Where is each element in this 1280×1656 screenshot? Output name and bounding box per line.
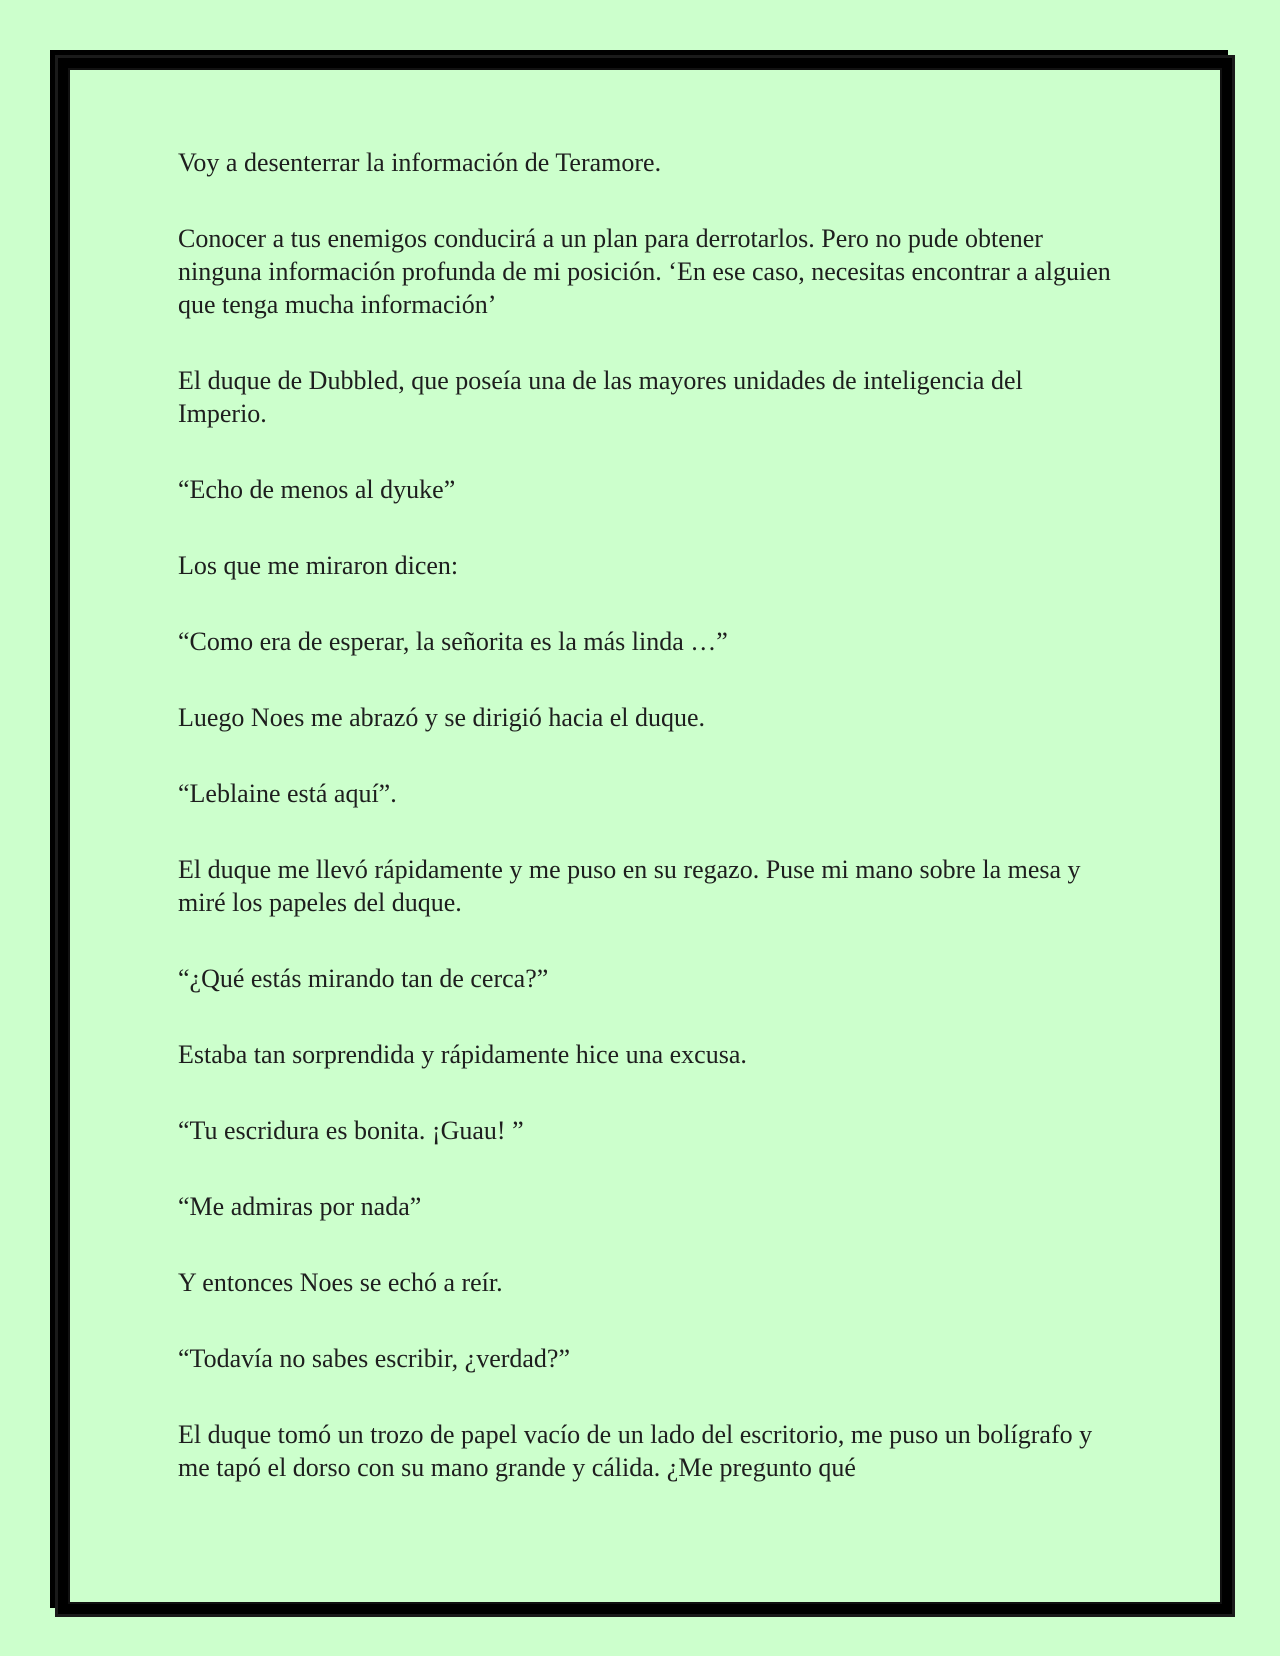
frame-edge-top — [50, 50, 1228, 56]
paragraph: Luego Noes me abrazó y se dirigió hacia el duque. — [178, 703, 706, 732]
paragraph: “Como era de esperar, la señorita es la más linda …” — [178, 627, 728, 656]
paragraph: El duque tomó un trozo de papel vacío de un lado del escritorio, me puso un bolígrafo y me tapó el dorso con su mano grande y cálida. ¿Me pregunto qué — [178, 1420, 1093, 1482]
paragraph: El duque me llevó rápidamente y me puso en su regazo. Puse mi mano sobre la mesa y miré los papeles del duque. — [178, 855, 1081, 917]
paragraph: “Tu escridura es bonita. ¡Guau! ” — [178, 1116, 524, 1145]
paragraph: Estaba tan sorprendida y rápidamente hice una excusa. — [178, 1040, 747, 1069]
paragraph: “Echo de menos al dyuke” — [178, 475, 456, 504]
paragraph: Los que me miraron dicen: — [178, 551, 459, 580]
frame-edge-left — [50, 50, 56, 1608]
paragraph: Conocer a tus enemigos conducirá a un plan para derrotarlos. Pero no pude obtener ninguna información profunda de mi posición. ‘En ese caso, necesitas encontrar a alguien que tenga mucha información’ — [178, 224, 1111, 319]
paragraph: “Me admiras por nada” — [178, 1192, 422, 1221]
paragraph: “Leblaine está aquí”. — [178, 779, 397, 808]
paragraph: “¿Qué estás mirando tan de cerca?” — [178, 964, 549, 993]
paragraph: Y entonces Noes se echó a reír. — [178, 1268, 503, 1297]
paragraph: “Todavía no sabes escribir, ¿verdad?” — [178, 1344, 571, 1373]
document-body — [178, 146, 1118, 1527]
paragraph: Voy a desenterrar la información de Teramore. — [178, 148, 662, 177]
paragraph: El duque de Dubbled, que poseía una de las mayores unidades de inteligencia del Imperio. — [178, 366, 1023, 428]
